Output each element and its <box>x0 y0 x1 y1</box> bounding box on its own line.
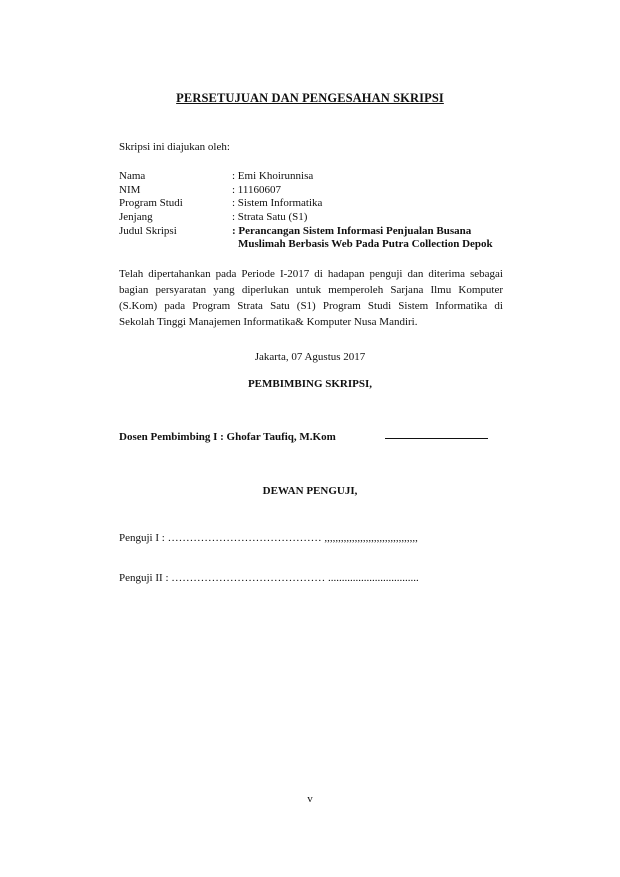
penguji-1: Penguji I : …………………………………… ,,,,,,,,,,,,,,,,,,,,,,,,,,,,,,,,,, <box>119 532 418 544</box>
jenjang-label: Jenjang <box>119 211 153 224</box>
info-row-judul-cont <box>119 238 519 252</box>
info-row-name <box>119 170 519 184</box>
dewan-heading: DEWAN PENGUJI, <box>262 485 358 497</box>
dosen-pembimbing: Dosen Pembimbing I : Ghofar Taufiq, M.Kom <box>119 431 336 443</box>
judul-label: Judul Skripsi <box>119 224 177 237</box>
place-date: Jakarta, 07 Agustus 2017 <box>254 351 366 363</box>
info-row-judul <box>119 225 519 239</box>
info-row-nim <box>119 184 519 198</box>
nim-value: : 11160607 <box>232 183 281 196</box>
paragraph-line: bagian persyaratan yang diperlukan untuk memperoleh Sarjana Ilmu Komputer <box>119 284 503 296</box>
judul-value-line1: : Perancangan Sistem Informasi Penjualan Busana <box>232 224 472 237</box>
info-row-jenjang <box>119 211 519 225</box>
approval-paragraph <box>119 266 503 330</box>
jenjang-value: : Strata Satu (S1) <box>232 211 308 224</box>
program-value: : Sistem Informatika <box>232 197 323 210</box>
name-label: Nama <box>119 170 146 182</box>
penguji-2: Penguji II : …………………………………… ................................. <box>119 572 419 584</box>
program-label: Program Studi <box>119 197 183 210</box>
signature-line <box>385 438 488 439</box>
nim-label: NIM <box>119 183 141 196</box>
name-value: : Emi Khoirunnisa <box>232 170 314 182</box>
paragraph-line: Sekolah Tinggi Manajemen Informatika& Komputer Nusa Mandiri. <box>119 316 418 328</box>
page-number: v <box>307 793 313 805</box>
paragraph-line: (S.Kom) pada Program Strata Satu (S1) Program Studi Sistem Informatika di <box>119 300 503 312</box>
pembimbing-heading: PEMBIMBING SKRIPSI, <box>247 378 373 390</box>
info-row-program <box>119 197 519 211</box>
intro-text: Skripsi ini diajukan oleh: <box>119 141 230 153</box>
student-info <box>119 170 519 252</box>
paragraph-line: Telah dipertahankan pada Periode I-2017 di hadapan penguji dan diterima sebagai <box>119 268 503 280</box>
judul-value-line2: Muslimah Berbasis Web Pada Putra Collection Depok <box>238 238 493 251</box>
page-title: PERSETUJUAN DAN PENGESAHAN SKRIPSI <box>176 91 444 105</box>
